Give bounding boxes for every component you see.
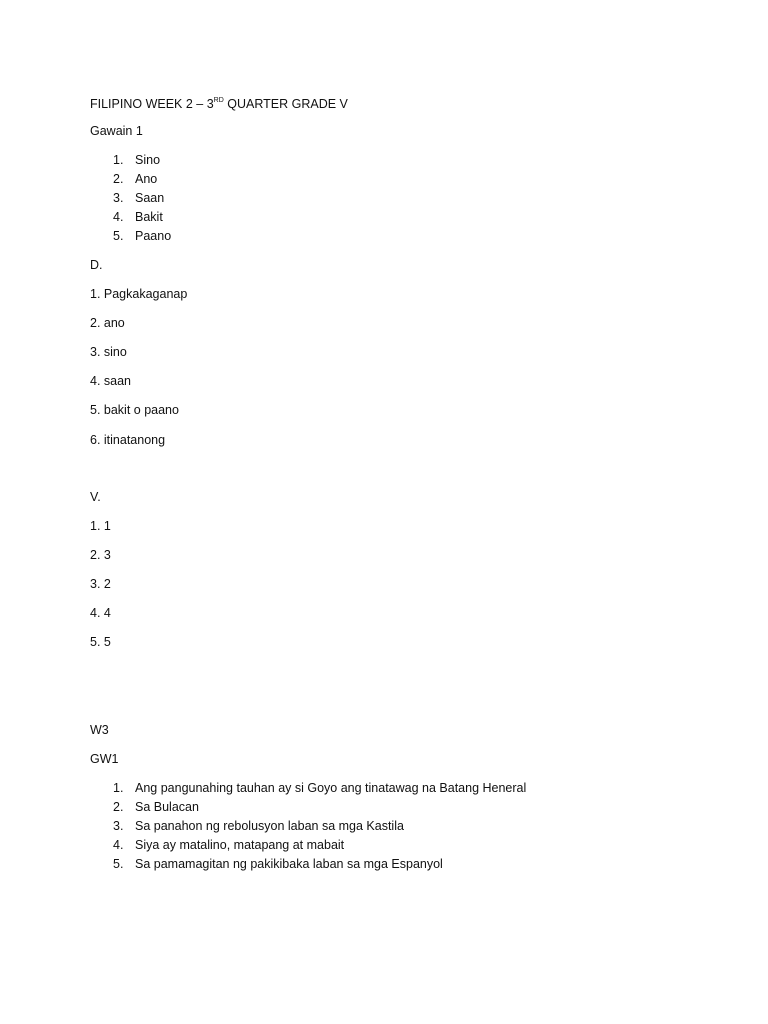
section-d-item: 6. itinatanong [90,433,166,447]
section-v-item: 4. 4 [90,606,111,620]
section-v-item: 2. 3 [90,548,111,562]
section-d-heading: D. [90,258,103,272]
section-d-item: 3. sino [90,345,127,359]
section-d-item: 2. ano [90,316,125,330]
list-number: 2. [113,800,124,814]
section-v-item: 5. 5 [90,635,111,649]
list-number: 4. [113,210,124,224]
list-text: Sino [135,153,161,167]
title-superscript: RD [213,97,224,104]
list-text: Ano [135,172,158,186]
list-text: Sa panahon ng rebolusyon laban sa mga Kastila [135,819,404,833]
list-text: Sa pamamagitan ng pakikibaka laban sa mga Espanyol [135,857,443,871]
list-text: Sa Bulacan [135,800,199,814]
gawain1-heading: Gawain 1 [90,124,143,138]
w3-heading: W3 [90,723,109,737]
list-number: 5. [113,229,124,243]
list-text: Saan [135,191,165,205]
title-prefix: FILIPINO WEEK 2 – 3 [90,97,214,112]
list-text: Paano [135,229,172,243]
section-v-item: 3. 2 [90,577,111,591]
section-d-item: 4. saan [90,374,132,388]
list-number: 1. [113,153,124,167]
list-number: 1. [113,781,124,795]
title-suffix: QUARTER GRADE V [223,97,348,112]
gw1-heading: GW1 [90,752,119,766]
section-v-item: 1. 1 [90,519,111,533]
list-number: 5. [113,857,124,871]
list-number: 3. [113,819,124,833]
list-number: 3. [113,191,124,205]
section-d-item: 1. Pagkakaganap [90,287,188,301]
list-text: Ang pangunahing tauhan ay si Goyo ang tinatawag na Batang Heneral [135,781,527,795]
document-title [90,94,348,112]
section-d-item: 5. bakit o paano [90,403,179,417]
list-text: Bakit [135,210,163,224]
list-text: Siya ay matalino, matapang at mabait [135,838,345,852]
list-number: 2. [113,172,124,186]
section-v-heading: V. [90,490,101,504]
list-number: 4. [113,838,124,852]
